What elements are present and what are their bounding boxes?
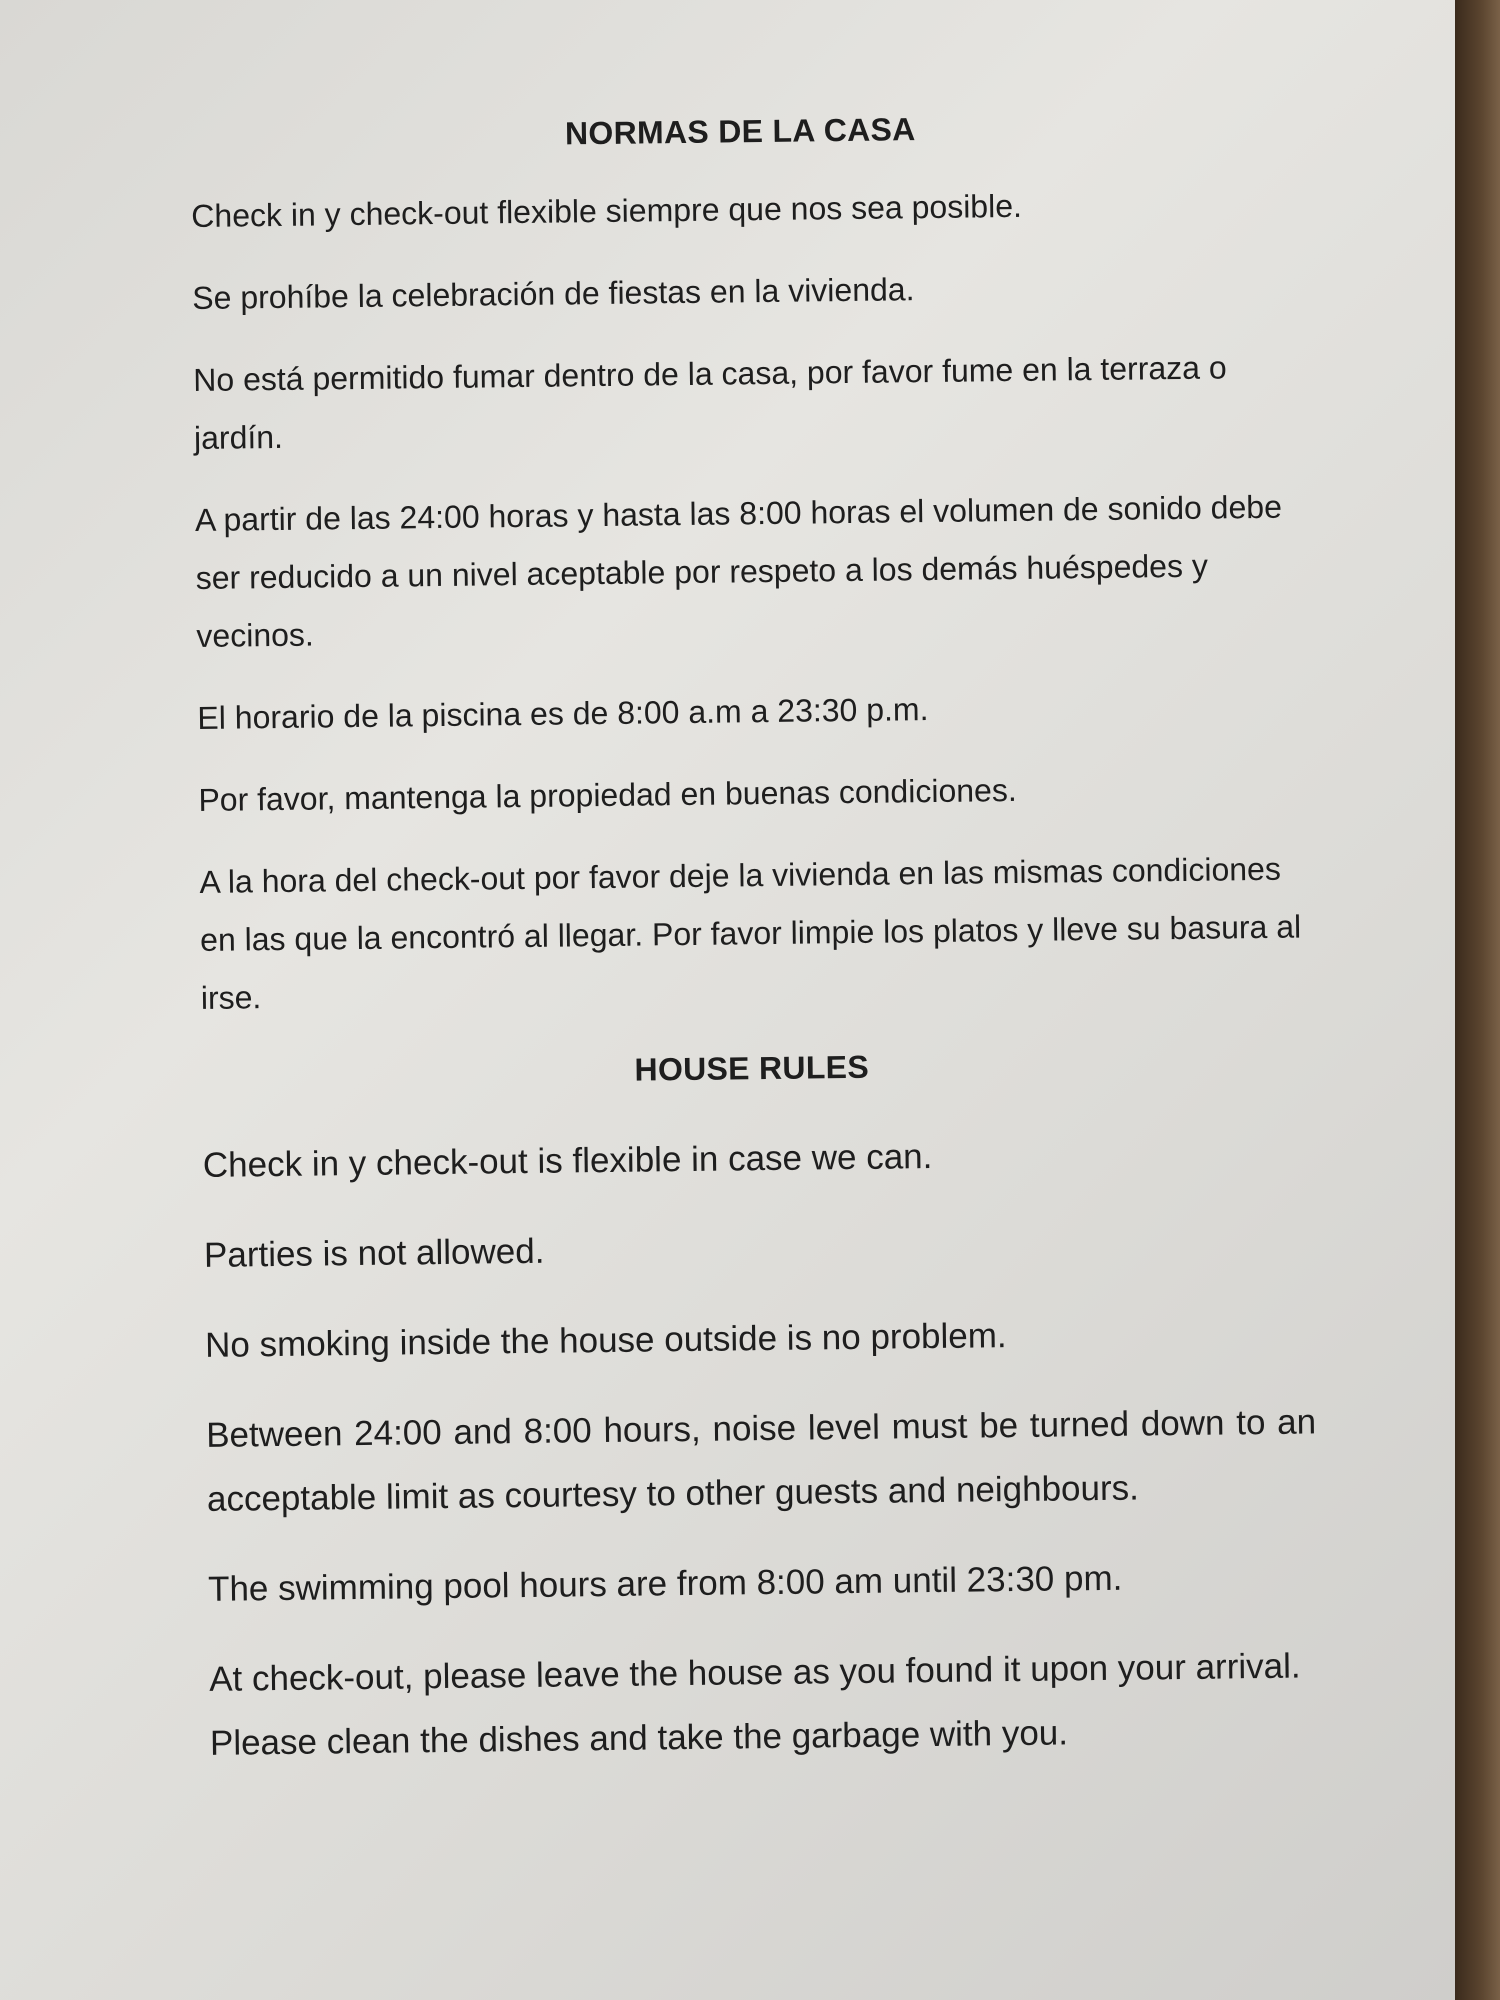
- english-rule-noise: Between 24:00 and 8:00 hours, noise level must be turned down to an acceptable limit as courtesy to other guests and neighbours.: [205, 1402, 1317, 1519]
- english-rule-parties: Parties is not allowed.: [203, 1231, 545, 1275]
- spanish-rule-pool: El horario de la piscina es de 8:00 a.m a 23:30 p.m.: [197, 691, 929, 736]
- spanish-rule-checkout: A la hora del check-out por favor deje la vivienda en las mismas condiciones en las que la encontró al llegar. Por favor limpie los platos y lleve su basura al irse.: [199, 850, 1302, 1016]
- spanish-rule-property: Por favor, mantenga la propiedad en buenas condiciones.: [198, 771, 1017, 818]
- spanish-title: NORMAS DE LA CASA: [564, 111, 916, 152]
- english-rule-smoking: No smoking inside the house outside is no problem.: [204, 1316, 1007, 1365]
- spanish-rule-noise: A partir de las 24:00 horas y hasta las 8:00 horas el volumen de sonido debe ser reducido a un nivel aceptable por respeto a los demás huéspedes y vecinos.: [194, 488, 1283, 654]
- english-rule-checkout: At check-out, please leave the house as you found it upon your arrival. Please clean the dishes and take the garbage with you.: [208, 1646, 1301, 1763]
- spanish-rule-smoking: No está permitido fumar dentro de la casa, por favor fume en la terraza o jardín.: [193, 349, 1227, 456]
- english-rule-pool: The swimming pool hours are from 8:00 am until 23:30 pm.: [207, 1558, 1123, 1609]
- spanish-rule-parties: Se prohíbe la celebración de fiestas en la vivienda.: [192, 271, 915, 316]
- english-rule-checkin: Check in y check-out is flexible in case we can.: [202, 1137, 933, 1185]
- house-rules-document: [190, 96, 1391, 1802]
- spanish-rule-checkin: Check in y check-out flexible siempre que nos sea posible.: [191, 187, 1023, 234]
- english-title: HOUSE RULES: [634, 1048, 870, 1088]
- table-surface-edge: [1455, 0, 1500, 2000]
